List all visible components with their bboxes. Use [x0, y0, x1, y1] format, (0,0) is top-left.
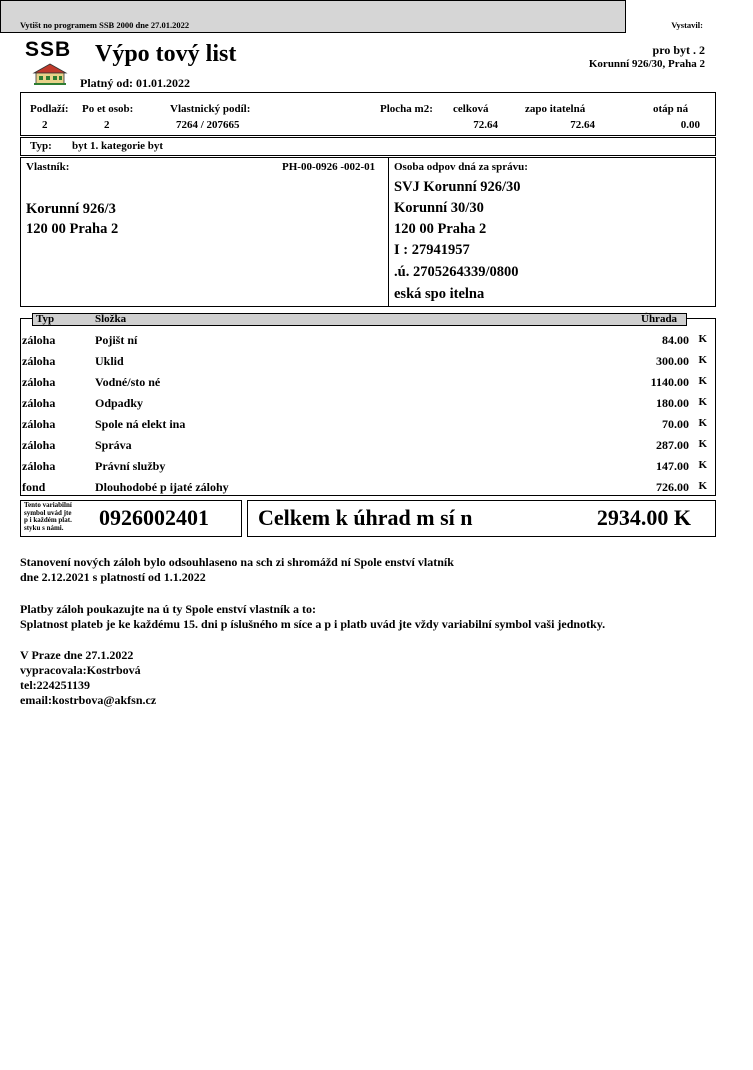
payment-amount: 180.00 — [656, 396, 689, 410]
payment-type: záloha — [22, 438, 56, 452]
payment-type: záloha — [22, 333, 56, 347]
payment-item: Pojišt ní — [95, 333, 138, 347]
payment-row — [22, 396, 712, 416]
persons-label: Po et osob: — [82, 103, 134, 115]
owner-street: Korunní 926/3 — [26, 201, 116, 217]
payments-header-bar — [32, 313, 687, 326]
page-title: Výpo tový list — [95, 41, 237, 67]
variable-symbol-note: Tento variabilní symbol uvád jte p i každém plat. styku s námi. — [24, 501, 72, 532]
payments-header-amount: Úhrada — [641, 313, 678, 325]
payment-currency: K — [698, 396, 707, 408]
manager-bank: eská spo itelna — [394, 286, 485, 302]
payment-currency: K — [698, 438, 707, 450]
persons-value: 2 — [104, 119, 110, 131]
valid-from: Platný od: 01.01.2022 — [80, 76, 191, 90]
payment-type: záloha — [22, 417, 56, 431]
payment-type: záloha — [22, 354, 56, 368]
payment-amount: 70.00 — [662, 417, 689, 431]
manager-line-3: 120 00 Praha 2 — [394, 221, 487, 237]
ssb-logo: SSB — [25, 38, 72, 61]
manager-ico: I : 27941957 — [394, 242, 470, 258]
payment-item: Uklid — [95, 354, 124, 368]
billable-area-value: 72.64 — [570, 119, 595, 131]
manager-line-1: SVJ Korunní 926/30 — [394, 179, 521, 195]
payment-currency: K — [698, 333, 707, 345]
payment-amount: 1140.00 — [650, 375, 689, 389]
variable-symbol: 0926002401 — [99, 505, 209, 530]
total-label: Celkem k úhrad m sí n — [258, 505, 473, 530]
payment-currency: K — [698, 459, 707, 471]
owner-manager-box — [20, 157, 716, 307]
payment-type: záloha — [22, 459, 56, 473]
sign-email: email:kostrbova@akfsn.cz — [20, 693, 157, 707]
floor-value: 2 — [42, 119, 48, 131]
payment-amount: 147.00 — [656, 459, 689, 473]
printed-by: Vytišt no programem SSB 2000 dne 27.01.2022 — [20, 20, 190, 30]
share-value: 7264 / 207665 — [176, 119, 240, 131]
address-line: Korunní 926/30, Praha 2 — [588, 58, 705, 70]
billable-area-label: zapo itatelná — [525, 103, 586, 115]
payment-item: Právní služby — [95, 459, 166, 473]
payment-row — [22, 333, 712, 353]
payments-header-type: Typ — [36, 313, 55, 325]
payment-amount: 287.00 — [656, 438, 689, 452]
type-value: byt 1. kategorie byt — [72, 140, 164, 152]
sign-date: V Praze dne 27.1.2022 — [20, 648, 134, 662]
payments-header-item: Složka — [95, 313, 127, 325]
payment-item: Spole ná elekt ina — [95, 417, 186, 431]
owner-divider — [388, 157, 389, 307]
unit-line: pro byt . 2 — [652, 43, 705, 57]
note-para2-line2: Splatnost plateb je ke každému 15. dni p íslušného m síce a p i platb uvád jte vždy variabilní symbol vaši jednotky. — [20, 617, 606, 631]
house-logo-icon — [32, 62, 68, 86]
payment-item: Odpadky — [95, 396, 144, 410]
area-label: Plocha m2: — [380, 103, 433, 115]
payment-currency: K — [698, 480, 707, 492]
payment-row — [22, 459, 712, 479]
owner-label: Vlastník: — [26, 161, 70, 173]
payment-type: záloha — [22, 396, 56, 410]
floor-label: Podlaží: — [30, 103, 69, 115]
note-para2-line1: Platby záloh poukazujte na ú ty Spole enství vlastník a to: — [20, 602, 317, 616]
note-para1-line1: Stanovení nových záloh bylo odsouhlaseno na sch zi shromážd ní Spole enství vlatník — [20, 555, 454, 569]
heated-area-value: 0.00 — [680, 119, 700, 131]
payment-row — [22, 438, 712, 458]
note-para1-line2: dne 2.12.2021 s platností od 1.1.2022 — [20, 570, 206, 584]
sign-phone: tel:224251139 — [20, 678, 90, 692]
payment-row — [22, 354, 712, 374]
payment-item: Vodné/sto né — [95, 375, 161, 389]
manager-account: .ú. 2705264339/0800 — [394, 264, 519, 280]
share-label: Vlastnický podíl: — [170, 103, 251, 115]
payment-item: Dlouhodobé p ijaté zálohy — [95, 480, 229, 494]
manager-line-2: Korunní 30/30 — [394, 200, 484, 216]
heated-area-label: otáp ná — [653, 103, 689, 115]
total-amount: 2934.00 K — [596, 505, 691, 530]
payment-row — [22, 375, 712, 395]
payment-row — [22, 480, 712, 500]
owner-code: PH-00-0926 -002-01 — [282, 161, 376, 173]
payment-type: záloha — [22, 375, 56, 389]
total-area-value: 72.64 — [473, 119, 498, 131]
payment-amount: 726.00 — [656, 480, 689, 494]
payment-currency: K — [698, 375, 707, 387]
payment-amount: 300.00 — [656, 354, 689, 368]
payment-row — [22, 417, 712, 437]
issuer-label: Vystavil: — [671, 20, 703, 30]
owner-city: 120 00 Praha 2 — [26, 221, 119, 237]
payment-item: Správa — [95, 438, 132, 452]
payment-type: fond — [22, 480, 46, 494]
manager-label: Osoba odpov dná za správu: — [394, 161, 528, 173]
sign-author: vypracovala:Kostrbová — [20, 663, 141, 677]
payment-currency: K — [698, 354, 707, 366]
payment-amount: 84.00 — [662, 333, 689, 347]
payment-currency: K — [698, 417, 707, 429]
type-label: Typ: — [30, 140, 52, 152]
total-area-label: celková — [453, 103, 489, 115]
